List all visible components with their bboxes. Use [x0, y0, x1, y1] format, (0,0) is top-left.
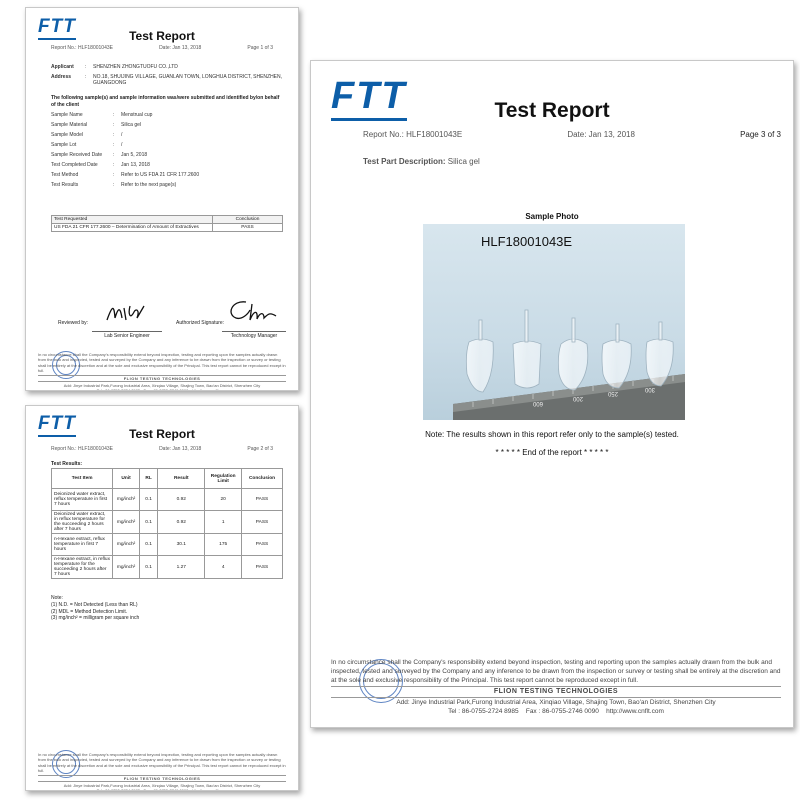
results-label: Test Results: [51, 461, 83, 467]
applicant-value: SHENZHEN ZHONGTUOFU CO.,LTD [93, 64, 178, 70]
company-contact: Tel : 86-0755-2724 8985 Fax : 86-0755-2746 0090 http://www.cnflt.com [96, 788, 228, 791]
report-page-3 [310, 60, 794, 728]
page-footer [331, 659, 781, 716]
page-footer [38, 352, 286, 391]
company-address: Add: Jinye Industrial Park,Furong Industrial Area, Xinqiao Village, Shajing Town, Bao'an District, Shenzhen City [396, 698, 716, 706]
company-name: FLION TESTING TECHNOLOGIES [331, 686, 781, 697]
field-row: Sample Name : Menstrual cup [51, 112, 153, 118]
ruler-tick-label: 600 [532, 400, 543, 406]
authorizer-title: Technology Manager [222, 331, 286, 340]
cup-icon [513, 310, 541, 388]
disclaimer: In no circumstance shall the Company's responsibility extend beyond inspection, testing and reporting upon the samples actually drawn from the bulk and inspected, tested and surveyed by the Company and any inference to be drawn from the inspection or survey or testing shall be entirely at the discretion and at the sole and exclusive responsibility of the Principal. This test report cannot be reproduced except in full. [38, 352, 286, 374]
disclaimer: In no circumstance shall the Company's responsibility extend beyond inspection, testing and reporting upon the samples actually drawn from the bulk and inspected, tested and surveyed by the Company and any inference to be drawn from the inspection or survey or testing shall be entirely at the discretion and at the sole and exclusive responsibility of the Principal. This test report cannot be reproduced except in full. [331, 659, 781, 684]
intro-text: The following sample(s) and sample information was/were submitted and identified by/on behalf of the client [51, 95, 280, 108]
report-number: Report No.: HLF18001043E [363, 130, 463, 139]
note-label: Note: [51, 595, 63, 601]
company-contact: Tel : 86-0755-2724 8985 Fax : 86-0755-2746 0090 http://www.cnflt.com [448, 707, 664, 715]
photo-title: Sample Photo [525, 212, 579, 221]
address-value: NO.18, SHUIJING VILLAGE, GUANLAN TOWN, LONGHUA DISTRICT, SHENZHEN, GUANGDONG [93, 74, 283, 86]
page-footer [38, 752, 286, 791]
notes-block [51, 595, 139, 622]
report-date: Date: Jan 13, 2018 [159, 446, 202, 452]
page-title: Test Report [129, 427, 195, 441]
summary-conclusion: PASS [213, 224, 283, 232]
col-limit: Regulation Limit [205, 469, 242, 489]
address-row: Address : NO.18, SHUIJING VILLAGE, GUANLAN TOWN, LONGHUA DISTRICT, SHENZHEN, GUANGDONG [51, 74, 291, 86]
note-item: (1) N.D. = Not Detected (Less than RL) [51, 601, 138, 608]
reviewer-title: Lab Senior Engineer [92, 331, 162, 340]
authorized-label: Authorized Signature: [176, 320, 225, 326]
results-note: Note: The results shown in this report refer only to the sample(s) tested. [425, 430, 679, 439]
col-test-item: Test Item [52, 469, 113, 489]
company-contact: Tel : 86-0755-2724 8985 Fax : 86-0755-2746 0090 http://www.cnflt.com [96, 388, 228, 391]
ruler-tick-label: 200 [572, 395, 583, 401]
report-date: Date: Jan 13, 2018 [567, 130, 635, 139]
note-item: (3) mg/inch² = milligram per square inch [51, 615, 140, 622]
ruler-tick-label: 250 [607, 390, 618, 396]
field-row: Sample Material : Silica gel [51, 122, 142, 128]
report-number: Report No.: HLF18001043E [51, 446, 113, 452]
report-meta [26, 45, 298, 52]
field-row: Sample Received Date : Jan 5, 2018 [51, 152, 148, 158]
cup-icon [558, 318, 587, 390]
part-description: Test Part Description: Silica gel [363, 157, 480, 166]
sample-photo [423, 224, 685, 420]
disclaimer: In no circumstance shall the Company's responsibility extend beyond inspection, testing and reporting upon the samples actually drawn from the bulk and inspected, tested and surveyed by the Company and any inference to be drawn from the inspection or survey or testing shall be entirely at the discretion and at the sole and exclusive responsibility of the Principal. This test report cannot be reproduced except in full. [38, 752, 286, 774]
part-description-value: Silica gel [447, 157, 480, 166]
col-rl: RL [139, 469, 157, 489]
company-name: FLION TESTING TECHNOLOGIES [38, 375, 286, 382]
report-meta [26, 446, 298, 453]
field-row: Test Method : Refer to US FDA 21 CFR 177.2600 [51, 172, 200, 178]
company-name: FLION TESTING TECHNOLOGIES [38, 775, 286, 782]
col-unit: Unit [113, 469, 140, 489]
table-row: Deionized water extract, in reflux temperature for the succeeding 2 hours after 7 hours mg/inch² 0.1 0.92 1 PASS [52, 511, 283, 534]
sample-info-list [51, 112, 281, 192]
report-number: Report No.: HLF18001043E [51, 45, 113, 51]
note-item: (2) MDL = Method Detection Limit. [51, 608, 128, 615]
applicant-row: Applicant : SHENZHEN ZHONGTUOFU CO.,LTD [51, 64, 291, 70]
ftt-logo: FTT [38, 413, 76, 437]
ruler-tick-label: 300 [644, 386, 655, 392]
cup-icon [466, 320, 493, 392]
ftt-logo: FTT [331, 75, 407, 121]
reviewed-by-label: Reviewed by: [58, 320, 89, 326]
field-row: Sample Lot : / [51, 142, 123, 148]
summary-table [51, 215, 283, 232]
report-page-1 [25, 7, 299, 391]
photo-label: HLF18001043E [481, 234, 573, 249]
page-title: Test Report [494, 99, 610, 122]
table-row: n-Hexane extract, in reflux temperature for the succeeding 2 hours after 7 hours mg/inch² 0.1 1.27 4 PASS [52, 556, 283, 579]
table-row: n-Hexane extract, reflux temperature in first 7 hours mg/inch² 0.1 30.1 175 PASS [52, 534, 283, 556]
sample-photo-drawing [423, 224, 685, 420]
summary-header-test: Test Requested [52, 216, 213, 224]
field-row: Test Results : Refer to the next page(s) [51, 182, 177, 188]
cup-icon [602, 324, 631, 388]
report-meta [311, 130, 793, 139]
summary-test-requested: US FDA 21 CFR 177.2600 – Determination of Amount of Extractives [52, 224, 213, 232]
results-table [51, 468, 283, 579]
table-row: Deionized water extract, reflux temperature in first 7 hours mg/inch² 0.1 0.92 20 PASS [52, 489, 283, 511]
page-number: Page 3 of 3 [740, 130, 781, 139]
summary-header-conclusion: Conclusion [213, 216, 283, 224]
field-row: Test Completed Date : Jan 13, 2018 [51, 162, 150, 168]
col-result: Result [158, 469, 205, 489]
page-number: Page 1 of 3 [247, 45, 273, 51]
page-number: Page 2 of 3 [247, 446, 273, 452]
page-title: Test Report [129, 29, 195, 43]
reviewer-signature [104, 300, 154, 331]
end-of-report: * * * * * End of the report * * * * * [495, 448, 609, 457]
report-page-2 [25, 405, 299, 791]
authorizer-signature [224, 298, 280, 330]
company-address: Add: Jinye Industrial Park,Furong Industrial Area, Xinqiao Village, Shajing Town, Bao'an District, Shenzhen City [63, 782, 261, 788]
report-date: Date: Jan 13, 2018 [159, 45, 202, 51]
col-conclusion: Conclusion [242, 469, 283, 489]
ftt-logo: FTT [38, 16, 76, 40]
company-address: Add: Jinye Industrial Park,Furong Industrial Area, Xinqiao Village, Shajing Town, Bao'an District, Shenzhen City [63, 382, 261, 388]
field-row: Sample Model : / [51, 132, 123, 138]
